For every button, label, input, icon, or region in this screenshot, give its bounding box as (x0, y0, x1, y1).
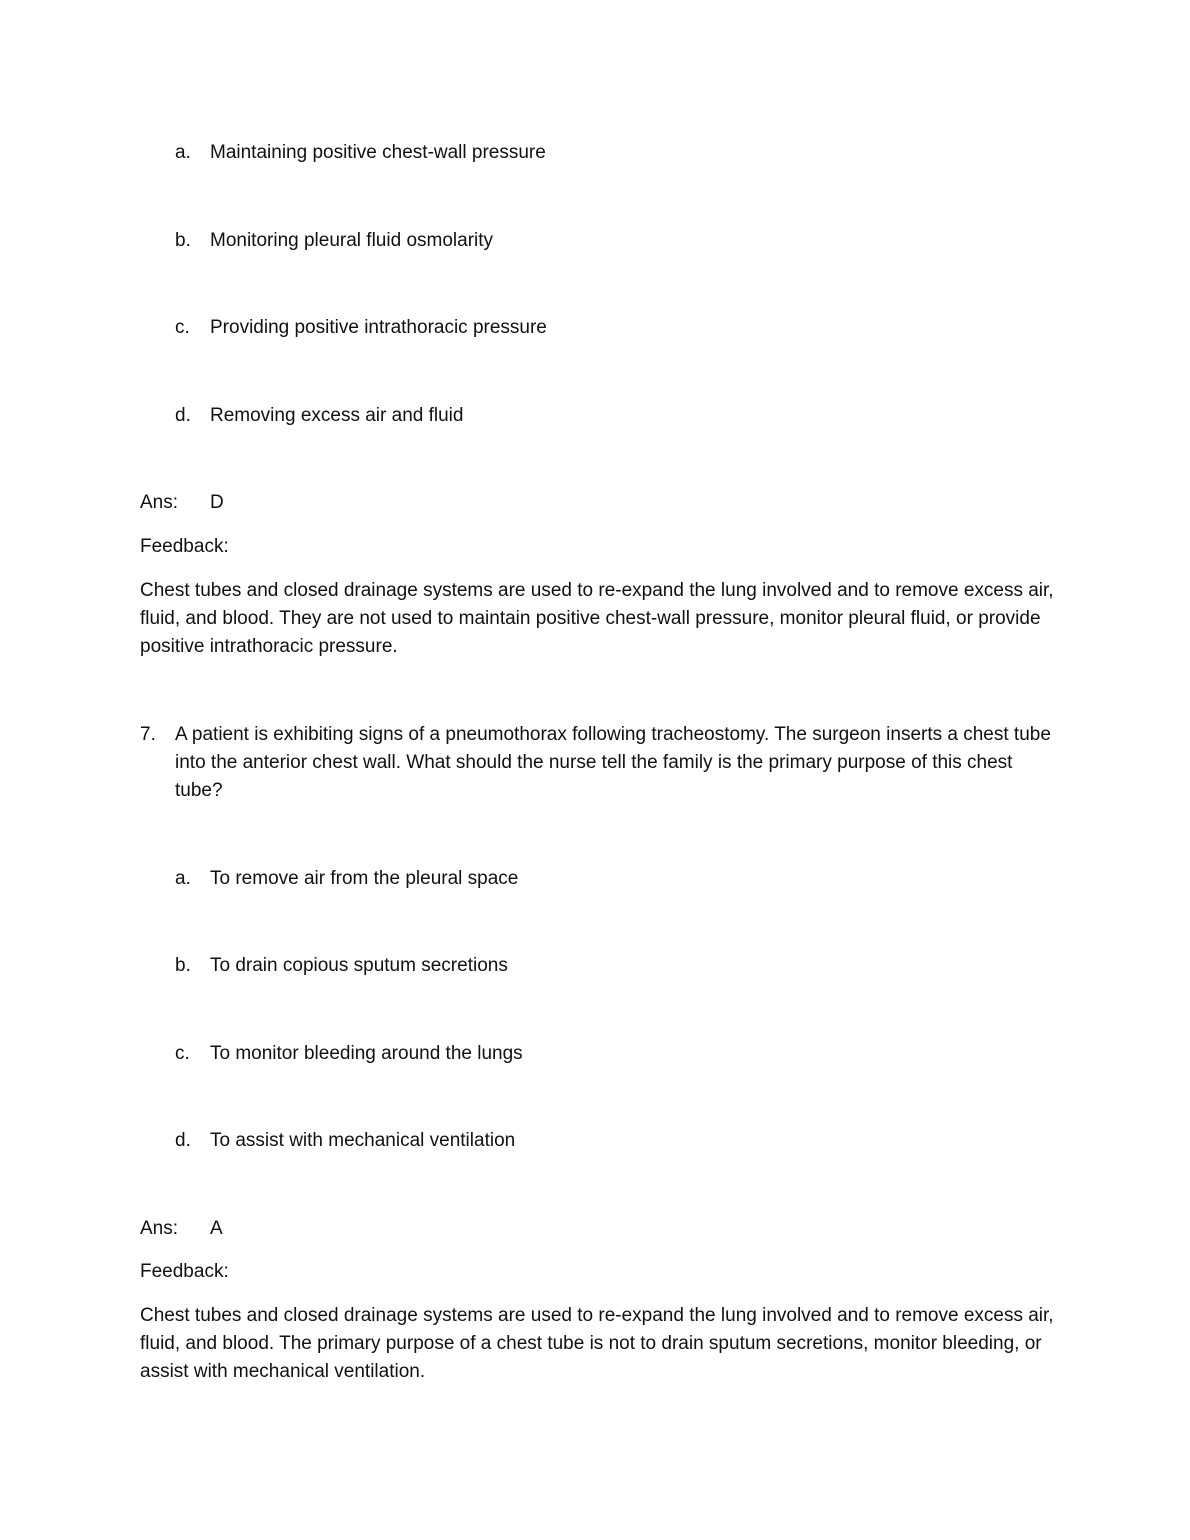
option-text-a: Maintaining positive chest-wall pressure (210, 142, 546, 163)
feedback-text: Chest tubes and closed drainage systems are used to re-expand the lung involved and to remove excess air, fluid, and blood. The primary purpose of a chest tube is not to drain sputum secretions, monitor bleeding, or assist with mechanical ventilation. (140, 1305, 1054, 1382)
option-text-c: Providing positive intrathoracic pressure (210, 317, 547, 338)
option-letter-a: a. (175, 142, 191, 163)
option-text-d: Removing excess air and fluid (210, 405, 464, 426)
answer-value: A (210, 1218, 223, 1239)
feedback-label: Feedback: (140, 536, 229, 557)
option-letter-c: c. (175, 317, 190, 338)
option-letter-d: d. (175, 405, 191, 426)
option-text-a: To remove air from the pleural space (210, 868, 519, 889)
answer-value: D (210, 492, 224, 513)
option-text-b: To drain copious sputum secretions (210, 955, 508, 976)
question-number: 7. (140, 724, 156, 745)
option-text-d: To assist with mechanical ventilation (210, 1130, 516, 1151)
option-letter-d: d. (175, 1130, 191, 1151)
option-text-b: Monitoring pleural fluid osmolarity (210, 230, 494, 251)
feedback-text: Chest tubes and closed drainage systems are used to re-expand the lung involved and to remove excess air, fluid, and blood. They are not used to maintain positive chest-wall pressure, monitor pleural fluid, or provide positive intrathoracic pressure. (140, 580, 1054, 657)
option-letter-c: c. (175, 1043, 190, 1064)
answer-label: Ans: (140, 492, 179, 513)
option-letter-a: a. (175, 868, 191, 889)
option-letter-b: b. (175, 955, 191, 976)
option-letter-b: b. (175, 230, 191, 251)
feedback-label: Feedback: (140, 1261, 229, 1282)
answer-label: Ans: (140, 1218, 179, 1239)
question-text: A patient is exhibiting signs of a pneumothorax following tracheostomy. The surgeon inserts a chest tube into the anterior chest wall. What should the nurse tell the family is the primary purpose of this chest tube? (175, 724, 1051, 801)
option-text-c: To monitor bleeding around the lungs (210, 1043, 523, 1064)
